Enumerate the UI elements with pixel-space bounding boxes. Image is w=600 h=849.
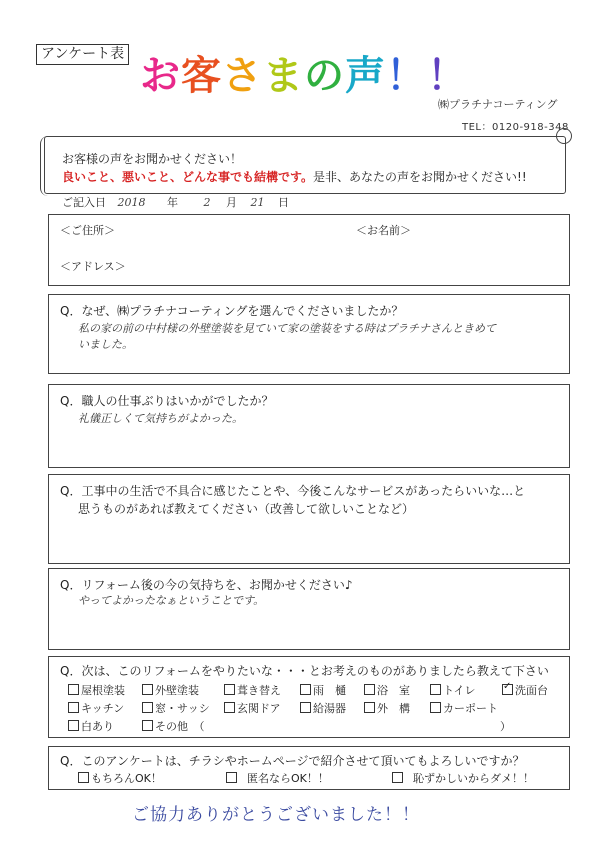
checkbox[interactable]	[68, 702, 79, 713]
q5-option-label: 外 構	[377, 702, 410, 715]
intro-rest: 是非、あなたの声をお聞かせください!!	[313, 170, 527, 184]
q6-question: Q．このアンケートは、チラシやホームページで紹介させて頂いてもよろしいですか？	[60, 754, 525, 768]
thank-you-message: ご協力ありがとうございました！！	[132, 805, 420, 825]
q5-option[interactable]	[68, 700, 124, 716]
checkbox[interactable]	[142, 684, 153, 695]
title-char: ま	[263, 53, 304, 99]
q5-option-label: 雨 樋	[313, 684, 346, 697]
q2-answer[interactable]: 礼儀正しくて気持ちがよかった。	[78, 412, 243, 425]
q1-answer-line-2[interactable]: いました。	[78, 338, 133, 351]
checkbox[interactable]	[430, 702, 441, 713]
checkbox[interactable]	[300, 702, 311, 713]
checkbox[interactable]	[392, 772, 403, 783]
checkbox[interactable]	[226, 772, 237, 783]
q5-option-label: 給湯器	[313, 702, 346, 715]
q6-option-label: もちろんOK！	[91, 772, 162, 785]
q6-option[interactable]	[392, 770, 534, 786]
q4-question: Q．リフォーム後の今の気持ちを、お聞かせください♪	[60, 578, 353, 592]
q5-option[interactable]	[300, 700, 346, 716]
survey-tag: アンケート表	[36, 44, 129, 65]
title-char: さ	[222, 53, 263, 99]
q5-option-label: 屋根塗装	[81, 684, 125, 697]
title-char: お	[140, 53, 181, 99]
q5-option-label: カーポート	[443, 702, 498, 715]
q5-close-paren: ）	[500, 720, 511, 733]
address-label: ＜ご住所＞	[60, 224, 115, 237]
q5-option-label: 白あり	[81, 720, 114, 733]
scroll-curl-right	[556, 128, 572, 144]
q5-option[interactable]	[502, 682, 548, 698]
q5-option[interactable]	[430, 700, 498, 716]
title-char: の	[304, 53, 345, 99]
checkbox[interactable]	[300, 684, 311, 695]
q1-question: Q．なぜ、㈱プラチナコーティングを選んでくださいましたか？	[60, 304, 404, 318]
scroll-curl-left	[40, 136, 53, 196]
phone-number: TEL：0120-918-348	[462, 122, 569, 133]
q5-option[interactable]	[224, 700, 281, 716]
q5-option[interactable]	[364, 682, 410, 698]
checkbox[interactable]	[224, 702, 235, 713]
q6-option-label: 匿名ならOK！！	[247, 772, 329, 785]
q5-option[interactable]	[68, 718, 114, 734]
title-char: 声	[345, 53, 386, 99]
checkbox[interactable]	[68, 684, 79, 695]
intro-line-2	[62, 168, 527, 185]
title-char: ！	[386, 53, 427, 99]
day-label: 日	[278, 196, 289, 209]
checkbox[interactable]	[142, 720, 153, 731]
date-label: ご記入日	[62, 196, 106, 209]
q2-question: Q．職人の仕事ぶりはいかがでしたか？	[60, 394, 274, 408]
year-label: 年	[167, 196, 178, 209]
contact-box	[48, 214, 570, 286]
checkbox[interactable]	[224, 684, 235, 695]
checkbox[interactable]	[142, 702, 153, 713]
q5-option-label: 洗面台	[515, 684, 548, 697]
checkbox[interactable]	[364, 702, 375, 713]
date-month[interactable]: 2	[203, 196, 211, 209]
q5-option[interactable]	[364, 700, 410, 716]
q4-answer[interactable]: やってよかったなぁということです。	[78, 594, 265, 607]
intro-highlight: 良いこと、悪いこと、どんな事でも結構です。	[62, 170, 314, 184]
q1-answer-line-1[interactable]: 私の家の前の中村様の外壁塗装を見ていて家の塗装をする時はプラチナさんときめて	[78, 322, 496, 335]
q5-option-label: 窓・サッシ	[155, 702, 210, 715]
q5-option[interactable]	[142, 700, 210, 716]
q5-option-label: キッチン	[81, 702, 125, 715]
title-char: 客	[181, 53, 222, 99]
q5-question: Q．次は、このリフォームをやりたいな・・・とお考えのものがありましたら教えて下さい	[60, 664, 549, 678]
checkbox[interactable]	[364, 684, 375, 695]
checkbox[interactable]	[68, 720, 79, 731]
q5-option[interactable]	[142, 718, 205, 734]
month-label: 月	[226, 196, 237, 209]
date-year[interactable]: 2018	[117, 196, 146, 209]
entry-date	[62, 194, 289, 210]
name-label: ＜お名前＞	[356, 224, 411, 237]
page-title	[140, 44, 468, 101]
intro-line-1: お客様の声をお聞かせください！	[62, 152, 243, 166]
checkbox[interactable]	[78, 772, 89, 783]
q6-option[interactable]	[226, 770, 329, 786]
q5-option-label: 浴 室	[377, 684, 410, 697]
checkbox[interactable]	[502, 684, 513, 695]
q5-option[interactable]	[300, 682, 346, 698]
q5-option[interactable]	[430, 682, 475, 698]
q5-option[interactable]	[142, 682, 199, 698]
q3-question-line-2: 思うものがあれば教えてください（改善して欲しいことなど）	[78, 502, 415, 516]
q6-option[interactable]	[78, 770, 162, 786]
checkbox[interactable]	[430, 684, 441, 695]
q5-option-label: その他 （	[155, 720, 205, 733]
company-name: ㈱プラチナコーティング	[438, 98, 558, 111]
date-day[interactable]: 21	[250, 196, 265, 209]
q6-option-label: 恥ずかしいからダメ！！	[413, 772, 534, 785]
email-label: ＜アドレス＞	[60, 260, 126, 273]
q5-option-label: 外壁塗装	[155, 684, 199, 697]
q5-option-label: 玄関ドア	[237, 702, 281, 715]
q5-option-label: トイレ	[443, 684, 476, 697]
q5-option[interactable]	[68, 682, 125, 698]
q5-option[interactable]	[224, 682, 281, 698]
title-char: ！	[427, 53, 468, 99]
q5-option-label: 葺き替え	[237, 684, 281, 697]
q3-question-line-1: Q．工事中の生活で不具合に感じたことや、今後こんなサービスがあったらいいな…と	[60, 484, 526, 498]
